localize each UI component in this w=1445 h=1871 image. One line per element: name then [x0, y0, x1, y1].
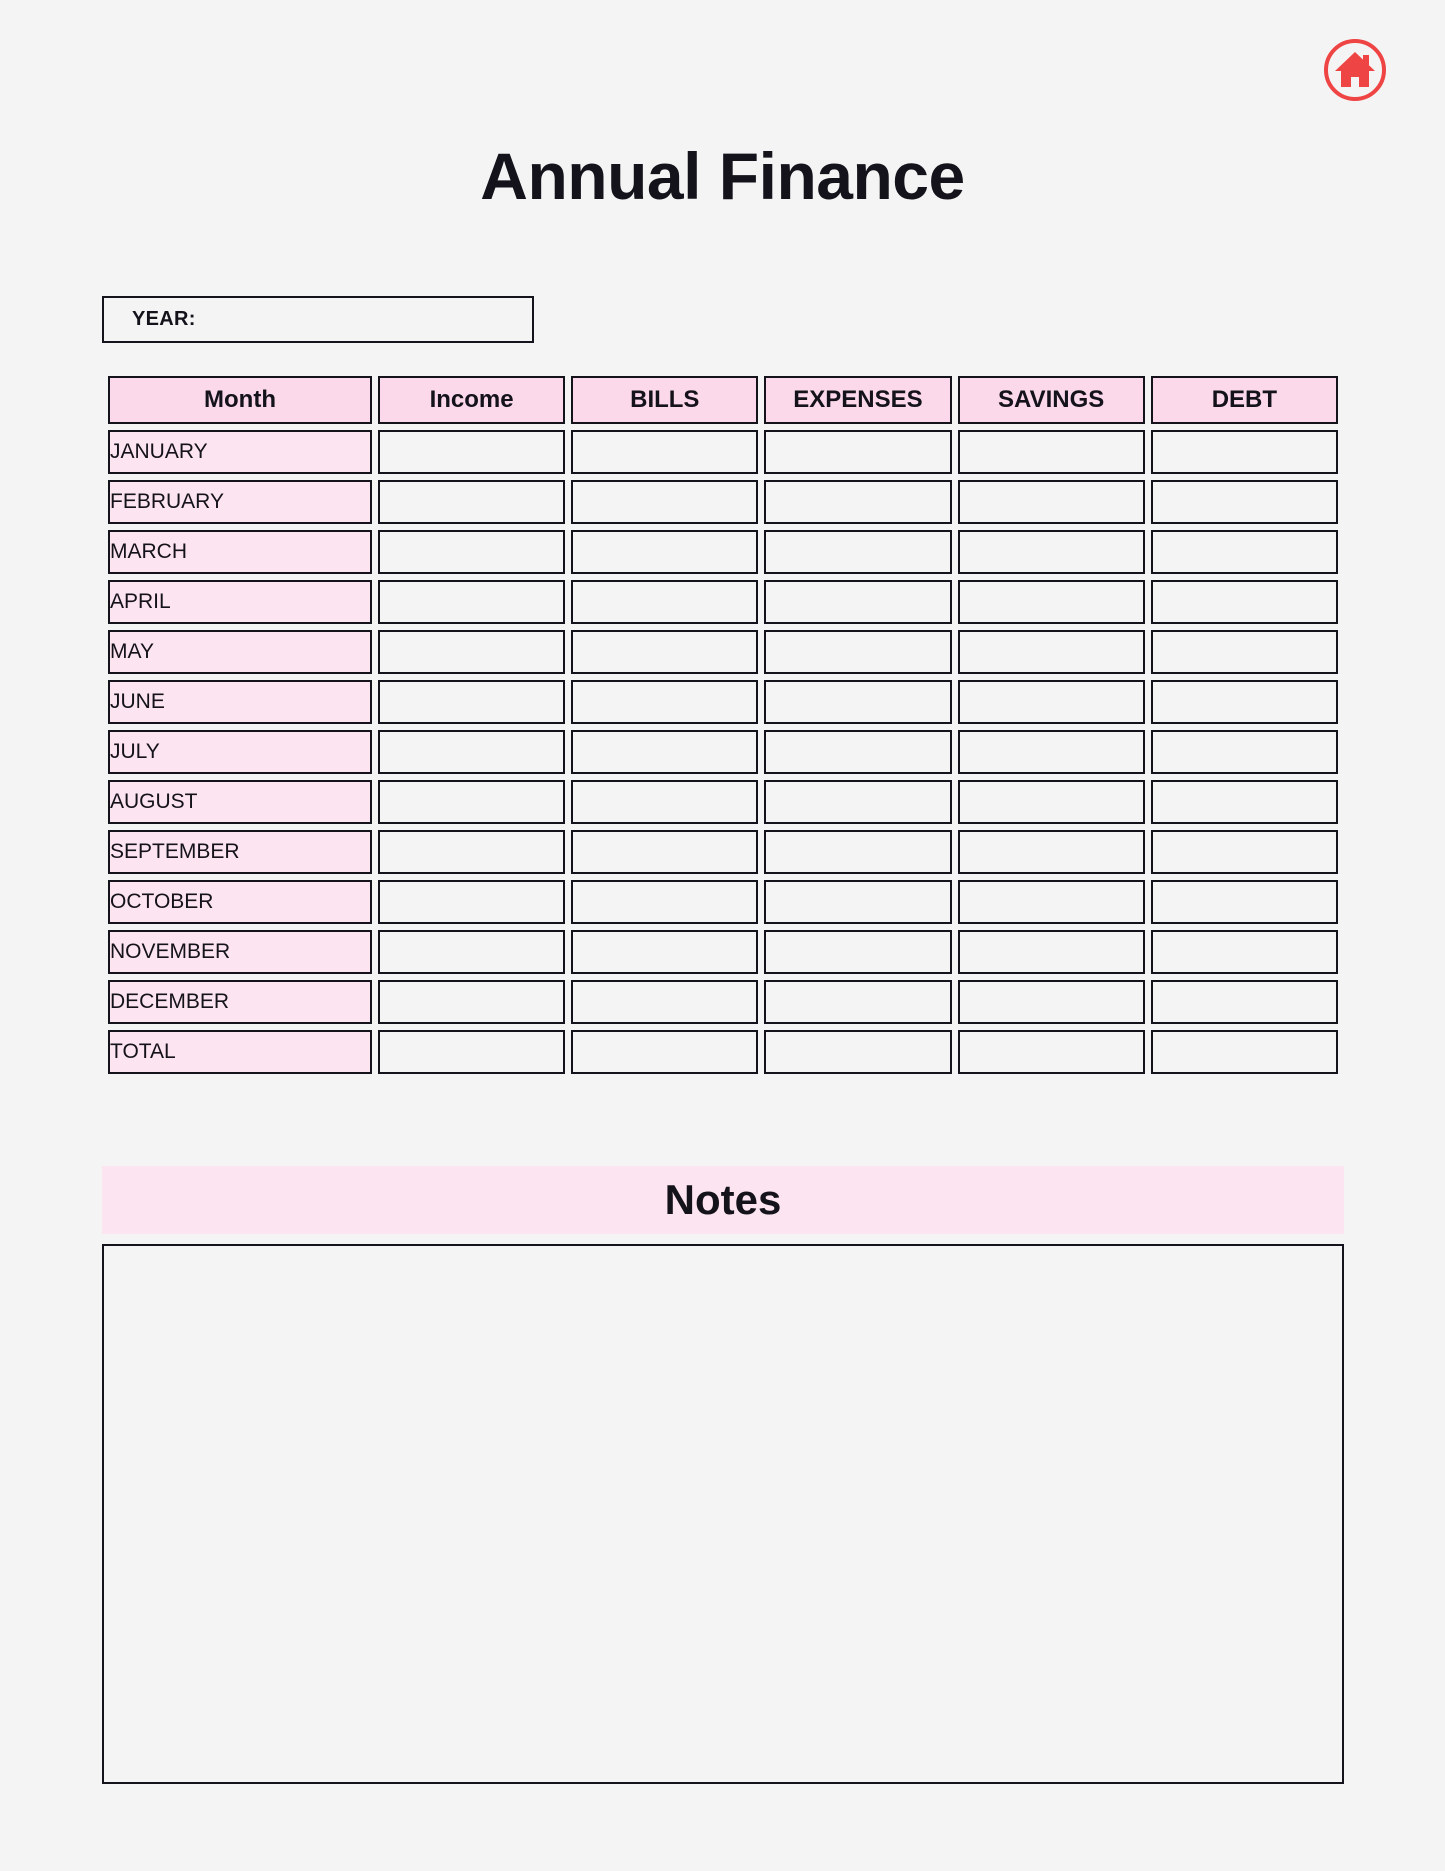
savings-input[interactable] [958, 880, 1145, 924]
year-label: YEAR: [132, 308, 196, 330]
expenses-input[interactable] [764, 430, 951, 474]
income-input[interactable] [378, 580, 565, 624]
table-row [108, 980, 1338, 1024]
month-label: FEBRUARY [108, 480, 372, 524]
debt-input[interactable] [1151, 530, 1338, 574]
expenses-input[interactable] [764, 630, 951, 674]
savings-input[interactable] [958, 930, 1145, 974]
month-label: AUGUST [108, 780, 372, 824]
income-input[interactable] [378, 530, 565, 574]
bills-input[interactable] [571, 980, 758, 1024]
bills-input[interactable] [571, 580, 758, 624]
expenses-input[interactable] [764, 480, 951, 524]
notes-heading: Notes [102, 1166, 1344, 1234]
total-label: TOTAL [108, 1030, 372, 1074]
debt-input[interactable] [1151, 430, 1338, 474]
savings-input[interactable] [958, 780, 1145, 824]
column-header-expenses: EXPENSES [764, 376, 951, 424]
bills-input[interactable] [571, 730, 758, 774]
bills-input[interactable] [571, 430, 758, 474]
debt-input[interactable] [1151, 680, 1338, 724]
table-row [108, 480, 1338, 524]
column-header-month: Month [108, 376, 372, 424]
year-field[interactable] [102, 296, 534, 343]
table-row [108, 730, 1338, 774]
savings-input[interactable] [958, 830, 1145, 874]
debt-input[interactable] [1151, 730, 1338, 774]
table-row-total [108, 1030, 1338, 1074]
month-label: MARCH [108, 530, 372, 574]
total-debt-input[interactable] [1151, 1030, 1338, 1074]
bills-input[interactable] [571, 780, 758, 824]
income-input[interactable] [378, 880, 565, 924]
table-row [108, 780, 1338, 824]
bills-input[interactable] [571, 930, 758, 974]
month-label: NOVEMBER [108, 930, 372, 974]
table-row [108, 880, 1338, 924]
income-input[interactable] [378, 780, 565, 824]
expenses-input[interactable] [764, 880, 951, 924]
finance-table-wrapper [102, 370, 1344, 1080]
bills-input[interactable] [571, 680, 758, 724]
income-input[interactable] [378, 630, 565, 674]
expenses-input[interactable] [764, 780, 951, 824]
finance-table [102, 370, 1344, 1080]
income-input[interactable] [378, 980, 565, 1024]
bills-input[interactable] [571, 830, 758, 874]
table-header-row [108, 376, 1338, 424]
expenses-input[interactable] [764, 580, 951, 624]
debt-input[interactable] [1151, 630, 1338, 674]
notes-input[interactable] [102, 1244, 1344, 1784]
bills-input[interactable] [571, 530, 758, 574]
month-label: DECEMBER [108, 980, 372, 1024]
bills-input[interactable] [571, 880, 758, 924]
savings-input[interactable] [958, 980, 1145, 1024]
table-row [108, 830, 1338, 874]
income-input[interactable] [378, 430, 565, 474]
income-input[interactable] [378, 830, 565, 874]
expenses-input[interactable] [764, 730, 951, 774]
month-label: APRIL [108, 580, 372, 624]
savings-input[interactable] [958, 630, 1145, 674]
home-icon[interactable] [1323, 38, 1387, 102]
table-row [108, 630, 1338, 674]
column-header-income: Income [378, 376, 565, 424]
expenses-input[interactable] [764, 830, 951, 874]
debt-input[interactable] [1151, 930, 1338, 974]
debt-input[interactable] [1151, 830, 1338, 874]
month-label: OCTOBER [108, 880, 372, 924]
bills-input[interactable] [571, 630, 758, 674]
income-input[interactable] [378, 480, 565, 524]
total-expenses-input[interactable] [764, 1030, 951, 1074]
debt-input[interactable] [1151, 480, 1338, 524]
savings-input[interactable] [958, 430, 1145, 474]
total-savings-input[interactable] [958, 1030, 1145, 1074]
total-bills-input[interactable] [571, 1030, 758, 1074]
bills-input[interactable] [571, 480, 758, 524]
table-row [108, 930, 1338, 974]
month-label: JUNE [108, 680, 372, 724]
column-header-savings: SAVINGS [958, 376, 1145, 424]
page-title: Annual Finance [480, 139, 965, 213]
expenses-input[interactable] [764, 530, 951, 574]
month-label: SEPTEMBER [108, 830, 372, 874]
table-row [108, 580, 1338, 624]
table-row [108, 530, 1338, 574]
debt-input[interactable] [1151, 780, 1338, 824]
month-label: JANUARY [108, 430, 372, 474]
column-header-bills: BILLS [571, 376, 758, 424]
income-input[interactable] [378, 680, 565, 724]
debt-input[interactable] [1151, 580, 1338, 624]
debt-input[interactable] [1151, 980, 1338, 1024]
debt-input[interactable] [1151, 880, 1338, 924]
expenses-input[interactable] [764, 980, 951, 1024]
savings-input[interactable] [958, 530, 1145, 574]
expenses-input[interactable] [764, 930, 951, 974]
table-row [108, 680, 1338, 724]
column-header-debt: DEBT [1151, 376, 1338, 424]
month-label: MAY [108, 630, 372, 674]
expenses-input[interactable] [764, 680, 951, 724]
month-label: JULY [108, 730, 372, 774]
total-income-input[interactable] [378, 1030, 565, 1074]
income-input[interactable] [378, 930, 565, 974]
savings-input[interactable] [958, 580, 1145, 624]
savings-input[interactable] [958, 730, 1145, 774]
income-input[interactable] [378, 730, 565, 774]
savings-input[interactable] [958, 480, 1145, 524]
table-row [108, 430, 1338, 474]
savings-input[interactable] [958, 680, 1145, 724]
